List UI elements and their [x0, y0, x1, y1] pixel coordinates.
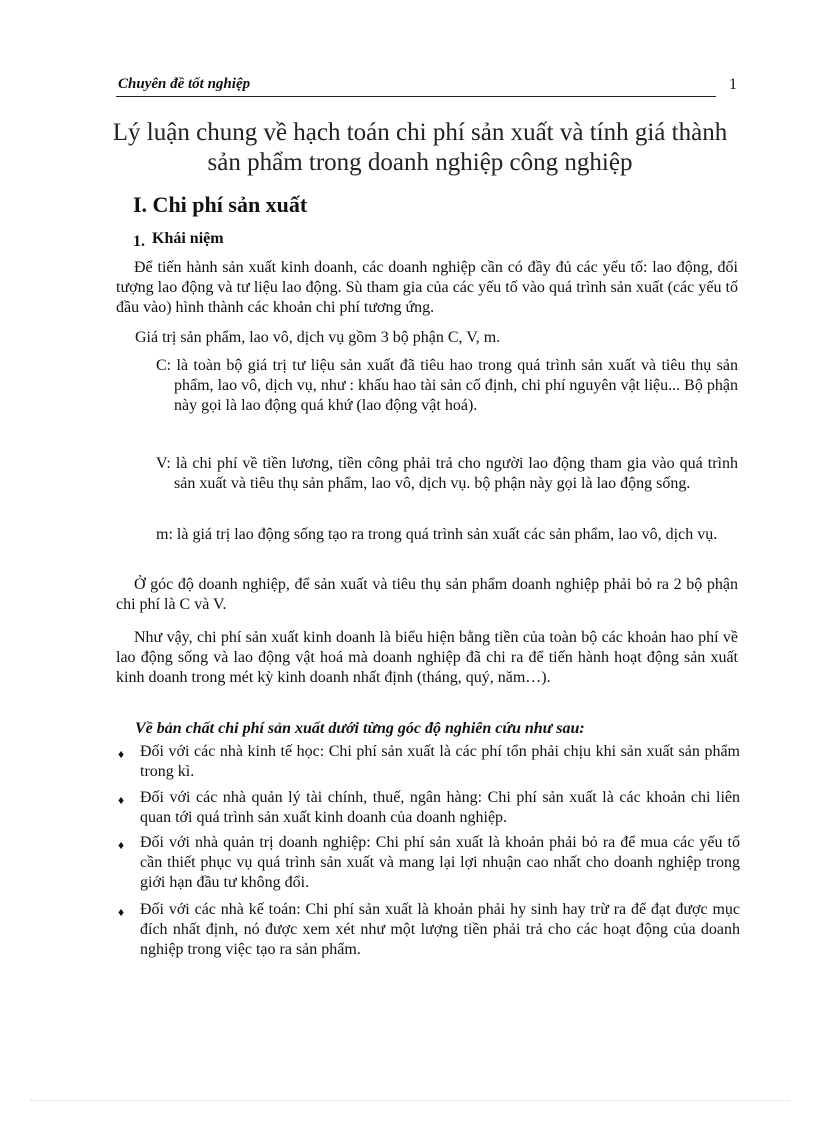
page-bottom-border — [30, 1100, 790, 1101]
summary-paragraph: Như vậy, chi phí sản xuất kinh doanh là biểu hiện bằng tiền của toàn bộ các khoản hao phí về lao động sống và lao động vật hoá mà doanh nghiệp đã chi ra để tiến hành hoạt động sản xuất kinh doanh trong mét kỳ kinh doanh nhất định (tháng, quý, năm…). — [116, 629, 738, 686]
component-m: m: là giá trị lao động sống tạo ra trong quá trình sản xuất các sản phẩm, lao vô, dịch vụ. — [156, 526, 718, 543]
diamond-bullet-icon: ♦ — [118, 838, 125, 852]
page-number: 1 — [729, 76, 737, 93]
document-title: Lý luận chung về hạch toán chi phí sản xuất và tính giá thành sản phẩm trong doanh nghiệp công nghiệp — [112, 119, 728, 176]
nature-heading: Về bản chất chi phí sản xuất dưới từng góc độ nghiên cứu như sau: — [135, 720, 585, 737]
component-v: V: là chi phí về tiền lương, tiền công phải trả cho người lao động tham gia vào quá trình sản xuất và tiêu thụ sản phẩm, lao vô, dịch vụ. bộ phận này gọi là lao động sống. — [156, 455, 738, 492]
bullet-text: Đối với các nhà kế toán: Chi phí sản xuất là khoản phải hy sinh hay trừ ra để đạt được mục đích nhất định, nó được xem xét như một lượng tiền phải trả cho các hoạt động của doanh nghiệp trong việc tạo ra sản phẩm. — [140, 901, 740, 958]
diamond-bullet-icon: ♦ — [118, 905, 125, 919]
enterprise-paragraph: Ở góc độ doanh nghiệp, để sản xuất và tiêu thụ sản phẩm doanh nghiệp phải bỏ ra 2 bộ phận chi phí là C và V. — [116, 576, 738, 613]
bullet-text: Đối với các nhà kinh tế học: Chi phí sản xuất là các phí tổn phải chịu khi sản xuất sản phẩm trong kì. — [140, 743, 740, 780]
running-header-title: Chuyên đề tốt nghiệp — [118, 76, 251, 92]
subsection-number: 1. — [133, 233, 145, 250]
diamond-bullet-icon: ♦ — [118, 747, 125, 761]
component-c: C: là toàn bộ giá trị tư liệu sản xuất đã tiêu hao trong quá trình sản xuất và tiêu thụ sản phẩm, lao vô, dịch vụ, như : khấu hao tài sản cố định, chi phí nguyên vật liệu... Bộ phận này gọi là lao động quá khứ (lao động vật hoá). — [156, 357, 738, 414]
bullet-text: Đối với các nhà quản lý tài chính, thuế, ngân hàng: Chi phí sản xuất là các khoản chi liên quan tới quá trình sản xuất kinh doanh của doanh nghiệp. — [140, 789, 740, 826]
subsection-title: Khái niệm — [152, 230, 224, 247]
diamond-bullet-icon: ♦ — [118, 793, 125, 807]
value-paragraph: Giá trị sản phẩm, lao vô, dịch vụ gồm 3 bộ phận C, V, m. — [135, 329, 501, 346]
section-heading: I. Chi phí sản xuất — [133, 192, 308, 217]
header-divider — [116, 96, 716, 97]
bullet-text: Đối với nhà quản trị doanh nghiệp: Chi phí sản xuất là khoản phải bỏ ra để mua các yếu tố cần thiết phục vụ quá trình sản xuất và mang lại lợi nhuận cao nhất cho doanh nghiệp trong giới hạn đầu tư không đổi. — [140, 834, 740, 891]
intro-paragraph: Để tiến hành sản xuất kinh doanh, các doanh nghiệp cần có đầy đủ các yếu tố: lao động, đối tượng lao động và tư liệu lao động. Sù tham gia của các yếu tố vào quá trình sản xuất (các yếu tố đầu vào) hình thành các khoản chi phí tương ứng. — [116, 259, 738, 316]
